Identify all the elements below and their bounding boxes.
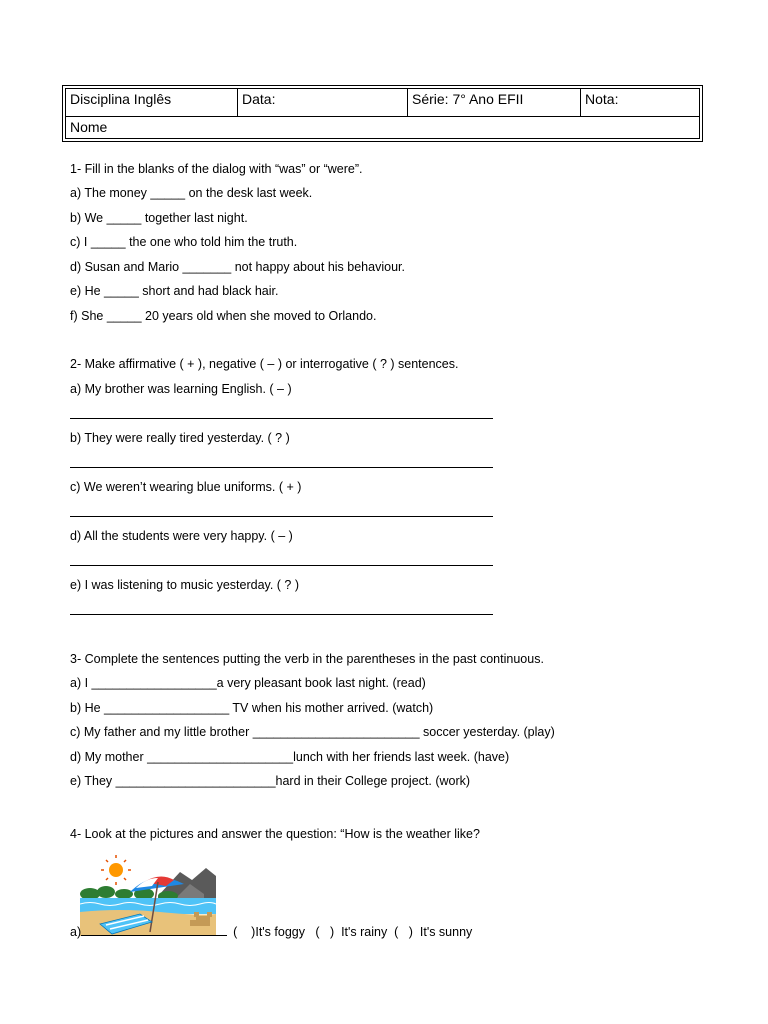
q1-item-e: e) He _____ short and had black hair. [70, 284, 279, 298]
q4-answer-row [70, 924, 472, 940]
q2-answer-line-e[interactable] [70, 614, 493, 615]
header-table [62, 85, 703, 142]
q2-answer-line-d[interactable] [70, 565, 493, 566]
q4-title: 4- Look at the pictures and answer the question: “How is the weather like? [70, 827, 480, 841]
q2-item-b: b) They were really tired yesterday. ( ? ) [70, 431, 290, 445]
q3-item-b: b) He __________________ TV when his mother arrived. (watch) [70, 701, 434, 715]
q4-options[interactable]: ( )It's foggy ( ) It's rainy ( ) It's sunny [233, 925, 473, 939]
q1-item-f: f) She _____ 20 years old when she moved to Orlando. [70, 309, 377, 323]
name-cell: Nome [70, 119, 108, 135]
q2-answer-line-a[interactable] [70, 418, 493, 419]
q2-item-a: a) My brother was learning English. ( – ) [70, 382, 292, 396]
q2-answer-line-b[interactable] [70, 467, 493, 468]
q2-item-e: e) I was listening to music yesterday. ( ? ) [70, 578, 300, 592]
q2-answer-line-c[interactable] [70, 516, 493, 517]
date-cell: Data: [238, 89, 408, 116]
q1-item-c: c) I _____ the one who told him the truth. [70, 235, 298, 249]
q4-picture-underline [81, 935, 227, 936]
score-cell: Nota: [585, 91, 619, 107]
q3-item-e: e) They _______________________hard in their College project. (work) [70, 774, 471, 788]
q3-item-a: a) I __________________a very pleasant book last night. (read) [70, 676, 426, 690]
q1-item-d: d) Susan and Mario _______ not happy about his behaviour. [70, 260, 405, 274]
header-row-2 [66, 117, 699, 142]
discipline-cell: Disciplina Inglês [66, 89, 238, 116]
header-row-1 [66, 89, 699, 117]
q2-title: 2- Make affirmative ( + ), negative ( – ) or interrogative ( ? ) sentences. [70, 357, 459, 371]
q3-item-d: d) My mother _____________________lunch with her friends last week. (have) [70, 750, 510, 764]
q4-item-label: a) [70, 925, 82, 939]
q1-item-b: b) We _____ together last night. [70, 211, 248, 225]
grade-cell: Série: 7° Ano EFII [408, 89, 581, 116]
q1-item-a: a) The money _____ on the desk last week. [70, 186, 313, 200]
q3-item-c: c) My father and my little brother ________________________ soccer yesterday. (play) [70, 725, 555, 739]
q2-item-d: d) All the students were very happy. ( – ) [70, 529, 293, 543]
q3-title: 3- Complete the sentences putting the verb in the parentheses in the past continuous. [70, 652, 544, 666]
q2-item-c: c) We weren’t wearing blue uniforms. ( + ) [70, 480, 302, 494]
q1-title: 1- Fill in the blanks of the dialog with “was” or “were”. [70, 162, 363, 176]
